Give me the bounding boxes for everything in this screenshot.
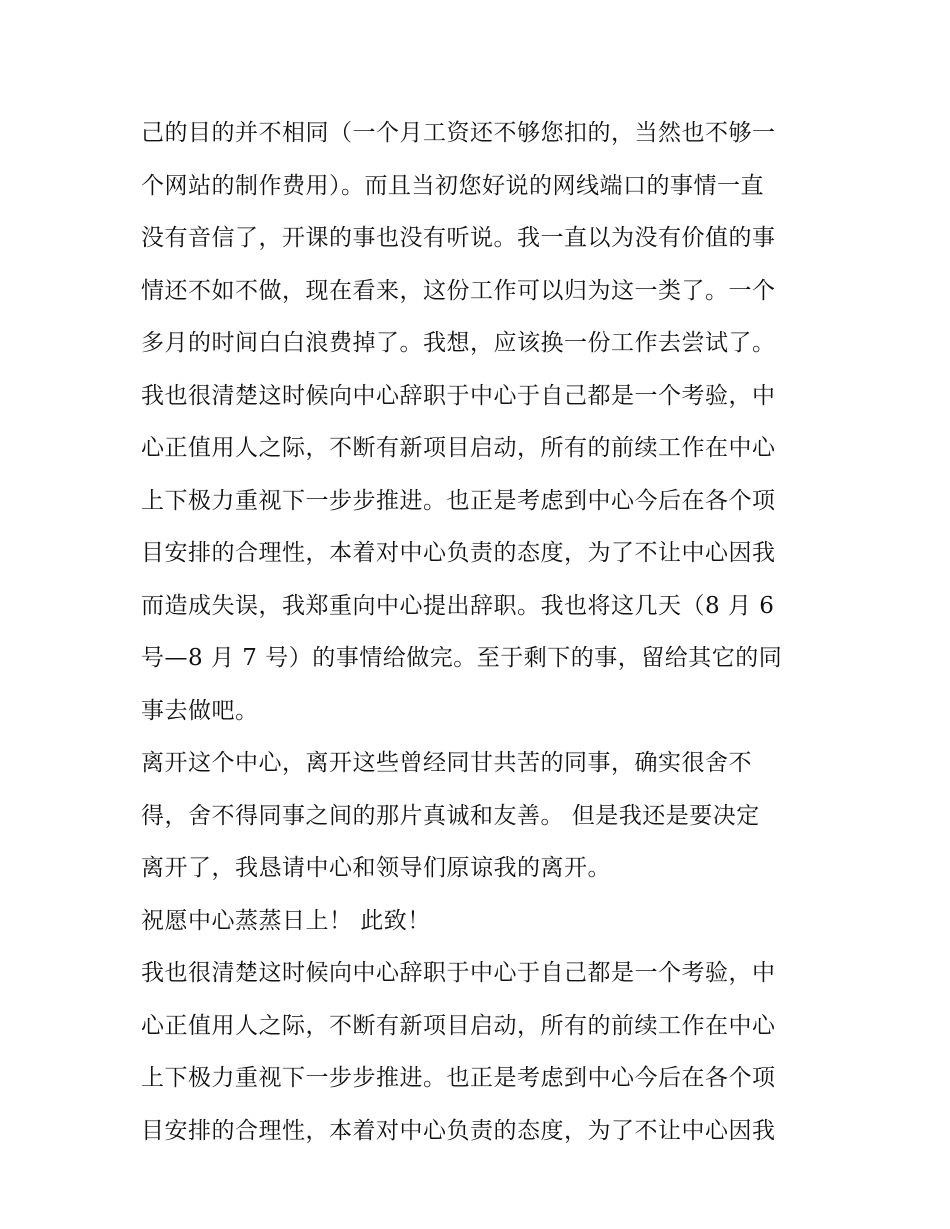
text-line: 多月的时间白白浪费掉了。我想，应该换一份工作去尝试了。: [141, 330, 776, 356]
text-line: 祝愿中心蒸蒸日上！ 此致！: [141, 907, 431, 934]
text-line: 上下极力重视下一步步推进。也正是考虑到中心今后在各个项: [141, 1065, 776, 1091]
text-line: 上下极力重视下一步步推进。也正是考虑到中心今后在各个项: [141, 487, 776, 514]
text-line: 心正值用人之际，不断有新项目启动，所有的前续工作在中心: [141, 435, 776, 461]
text-line: 号—8 月 7 号）的事情给做完。至于剩下的事，留给其它的同: [141, 645, 783, 671]
text-line: 离开这个中心，离开这些曾经同甘共苦的同事，确实很舍不: [141, 750, 752, 776]
text-line: 得，舍不得同事之间的那片真诚和友善。 但是我还是要决定: [141, 802, 760, 829]
text-line: 个网站的制作费用）。而且当初您好说的网线端口的事情一直: [141, 172, 764, 199]
text-line: 而造成失误，我郑重向中心提出辞职。我也将这几天（8 月 6: [141, 592, 775, 619]
text-line: 离开了，我恳请中心和领导们原谅我的离开。: [141, 855, 611, 881]
text-line: 情还不如不做，现在看来，这份工作可以归为这一类了。一个: [141, 277, 776, 304]
text-line: 我也很清楚这时候向中心辞职于中心于自己都是一个考验，中: [141, 382, 776, 409]
text-line: 心正值用人之际，不断有新项目启动，所有的前续工作在中心: [141, 1012, 776, 1039]
text-line: 没有音信了，开课的事也没有听说。我一直以为没有价值的事: [141, 225, 776, 251]
text-line: 事去做吧。: [141, 697, 259, 724]
text-line: 目安排的合理性，本着对中心负责的态度，为了不让中心因我: [141, 1117, 776, 1144]
text-line: 我也很清楚这时候向中心辞职于中心于自己都是一个考验，中: [141, 960, 776, 986]
text-line: 己的目的并不相同（一个月工资还不够您扣的，当然也不够一: [141, 120, 776, 146]
text-line: 目安排的合理性，本着对中心负责的态度，为了不让中心因我: [141, 540, 776, 566]
body-text: [141, 107, 821, 1157]
